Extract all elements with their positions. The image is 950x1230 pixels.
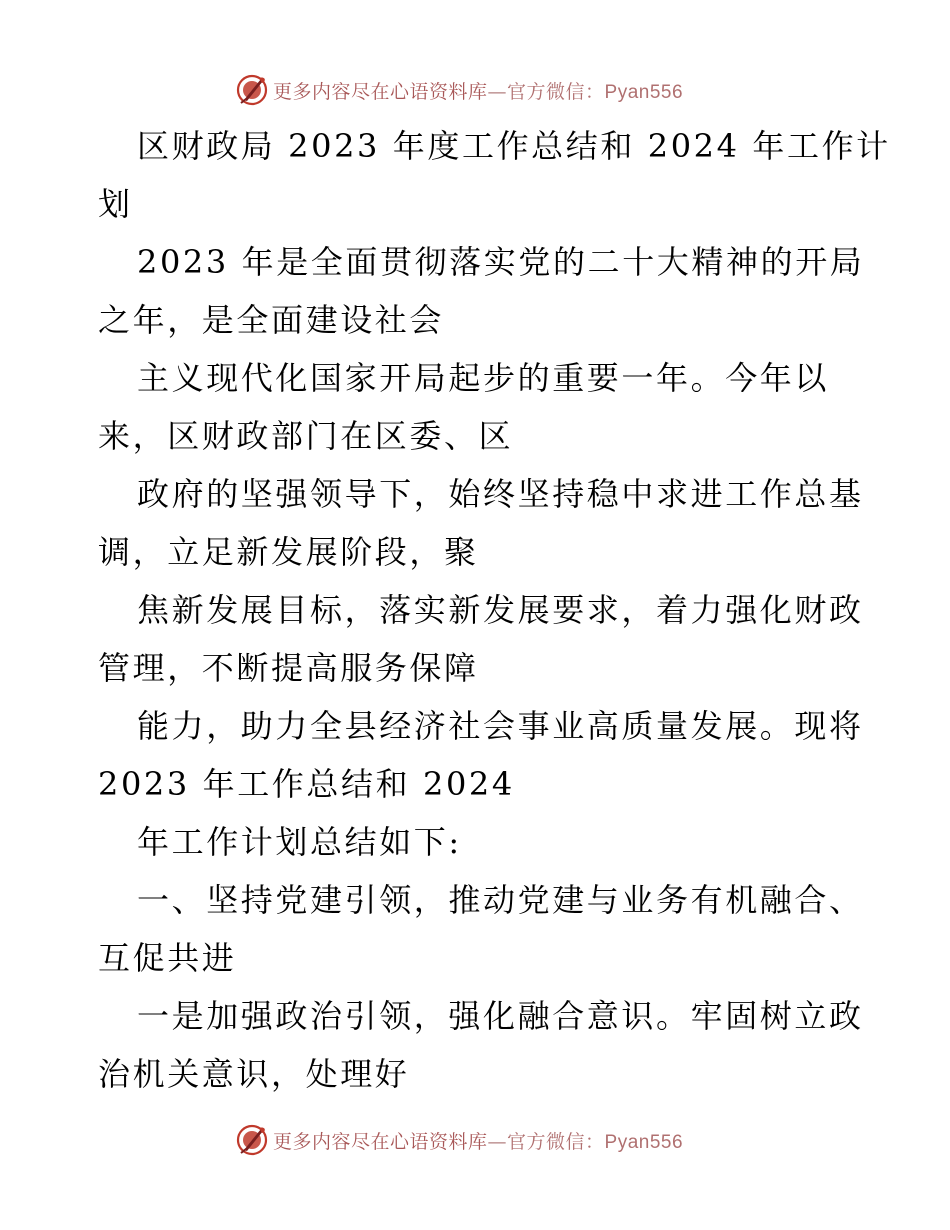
header-watermark-text [273, 77, 683, 104]
quill-logo-icon [235, 1123, 269, 1157]
watermark-separator: — [487, 1130, 508, 1153]
section-heading-line-1: 一、坚持党建引领，推动党建与业务有机融合、 [137, 881, 864, 919]
body-line: 2023 年是全面贯彻落实党的二十大精神的开局 [137, 243, 865, 281]
watermark-brand: 更多内容尽在心语资料库 [273, 80, 488, 103]
body-line: 管理，不断提高服务保障 [98, 649, 479, 687]
quill-logo-icon [235, 73, 269, 107]
section-heading-line-2: 互促共进 [98, 939, 237, 977]
doc-title-line-2: 划 [98, 185, 133, 223]
body-line: 主义现代化国家开局起步的重要一年。今年以 [137, 359, 830, 397]
body-line: 能力，助力全县经济社会事业高质量发展。现将 [137, 707, 864, 745]
body-line: 之年，是全面建设社会 [98, 301, 445, 339]
watermark-brand: 更多内容尽在心语资料库 [273, 1130, 488, 1153]
watermark-contact-label: 官方微信： [507, 1130, 605, 1153]
body-line: 一是加强政治引领，强化融合意识。牢固树立政 [137, 997, 864, 1035]
watermark-separator: — [487, 80, 508, 103]
body-line: 焦新发展目标，落实新发展要求，着力强化财政 [137, 591, 864, 629]
watermark-wechat-id: Pyan556 [604, 81, 684, 103]
body-line: 2023 年工作总结和 2024 [98, 765, 515, 803]
footer-watermark-banner [235, 1122, 683, 1158]
body-line: 年工作计划总结如下: [137, 823, 462, 861]
watermark-contact-label: 官方微信： [507, 80, 605, 103]
body-line: 来，区财政部门在区委、区 [98, 417, 514, 455]
body-line: 治机关意识，处理好 [98, 1055, 410, 1093]
body-line: 政府的坚强领导下，始终坚持稳中求进工作总基 [137, 475, 864, 513]
watermark-wechat-id: Pyan556 [604, 1131, 684, 1153]
footer-watermark-text [273, 1127, 683, 1154]
body-line: 调，立足新发展阶段，聚 [98, 533, 479, 571]
header-watermark-banner [235, 72, 683, 108]
doc-title-line-1: 区财政局 2023 年度工作总结和 2024 年工作计 [137, 127, 891, 165]
